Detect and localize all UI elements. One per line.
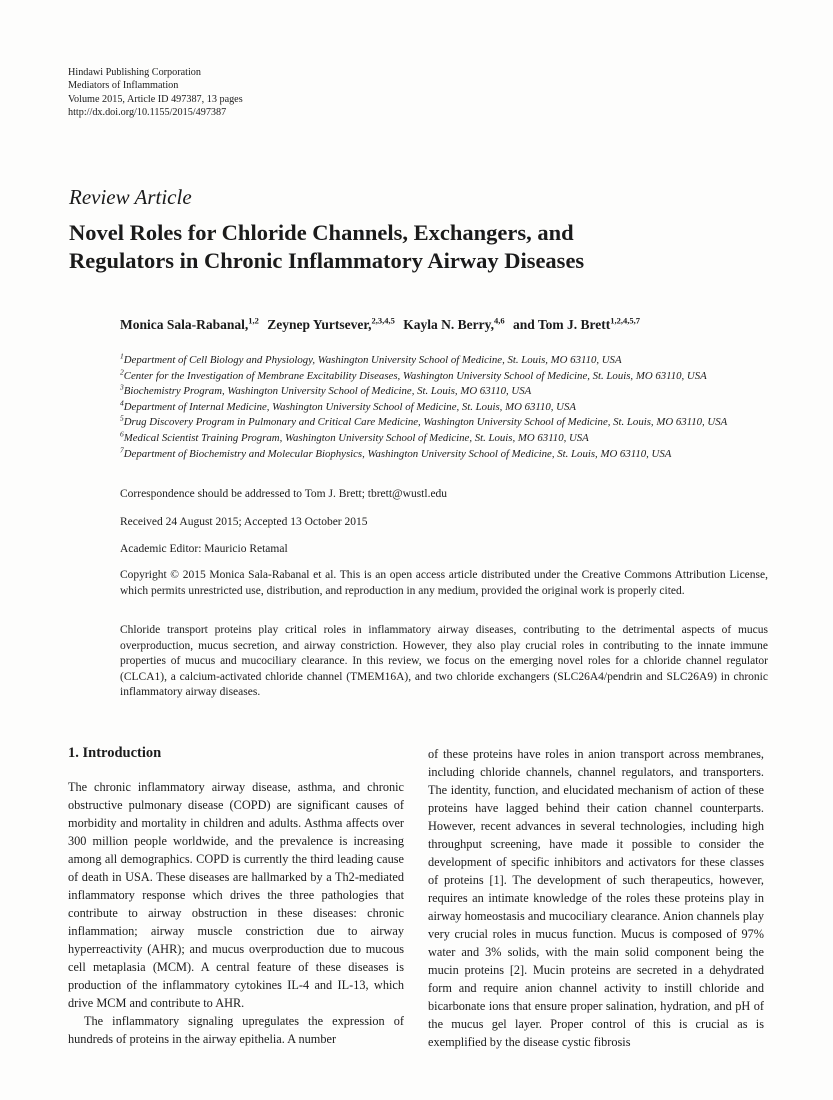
- affiliation-text: Department of Internal Medicine, Washington University School of Medicine, St. Louis, MO 63110, USA: [123, 400, 576, 413]
- correspondence-line: Correspondence should be addressed to Tom J. Brett; tbrett@wustl.edu: [120, 488, 448, 500]
- volume-info: Volume 2015, Article ID 497387, 13 pages: [68, 93, 243, 105]
- affiliation-number: 2: [120, 367, 124, 376]
- article-type-label: Review Article: [69, 185, 192, 209]
- author-name: Tom J. Brett: [537, 317, 611, 332]
- affiliation-text: Department of Biochemistry and Molecular Biophysics, Washington University School of Medicine, St. Louis, MO 63110, USA: [123, 447, 672, 460]
- author: [403, 317, 504, 332]
- section-heading-introduction: 1. Introduction: [68, 745, 162, 761]
- author-affiliation-refs: 4,6: [494, 315, 505, 326]
- author-affiliation-refs: 2,3,4,5: [371, 315, 395, 326]
- author: [513, 317, 640, 332]
- journal-name: Mediators of Inflammation: [68, 80, 179, 92]
- author-name: Kayla N. Berry,: [403, 317, 495, 332]
- affiliation: [120, 415, 770, 431]
- doi-link: http://dx.doi.org/10.1155/2015/497387: [68, 107, 227, 119]
- author-affiliation-refs: 1,2,4,5,7: [610, 315, 641, 326]
- author-affiliation-refs: 1,2: [248, 315, 259, 326]
- affiliation-text: Drug Discovery Program in Pulmonary and Critical Care Medicine, Washington University School of Medicine, St. Louis, MO 63110, USA: [123, 416, 728, 429]
- right-column: [428, 745, 764, 1051]
- author-list: [120, 317, 768, 333]
- author: [120, 317, 259, 332]
- affiliation-list: [120, 353, 770, 462]
- journal-header: [68, 66, 243, 120]
- affiliation: [120, 431, 770, 447]
- affiliation-number: 4: [120, 398, 124, 408]
- affiliation: [120, 444, 770, 463]
- abstract-text: Chloride transport proteins play critical roles in inflammatory airway diseases, contributing to the detrimental aspects of mucus overproduction, mucus secretion, and airway constriction. However, they also play crucial roles in contributing to the innate immune properties of mucus and mucociliary clearance. In this review, we focus on the emerging novel roles for a chloride channel regulator (CLCA1), a calcium-activated chloride channel (TMEM16A), and two chloride exchangers (SLC26A4/pendrin and SLC26A9) in chronic inflammatory airway diseases.: [120, 624, 768, 699]
- affiliation-number: 5: [120, 413, 124, 423]
- author-conjunction: and: [513, 317, 538, 332]
- affiliation-number: 3: [120, 382, 124, 392]
- affiliation: [120, 369, 770, 385]
- author-name: Monica Sala-Rabanal,: [120, 317, 249, 332]
- body-paragraph: The chronic inflammatory airway disease, asthma, and chronic obstructive pulmonary disease (COPD) are significant causes of morbidity and mortality in children and adults. Asthma affects over 300 million people worldwide, and the prevalence is increasing among all demographics. COPD is currently the third leading cause of death in USA. These diseases are hallmarked by a Th2-mediated inflammatory response which drives the three pathologies that contribute to airway obstruction in these diseases: chronic inflammation; airway muscle constriction due to airway hyperreactivity (AHR); and mucus overproduction due to mucous cell metaplasia (MCM). A central feature of these diseases is production of the inflammatory cytokines IL-4 and IL-13, which drive MCM and contribute to AHR.: [68, 780, 404, 1010]
- copyright-notice: Copyright © 2015 Monica Sala-Rabanal et al. This is an open access article distributed under the Creative Commons Attribution License, which permits unrestricted use, distribution, and reproduction in any medium, provided the original work is properly cited.: [120, 569, 768, 597]
- article-body: [68, 745, 765, 1051]
- affiliation: [120, 400, 770, 416]
- affiliation: [120, 353, 770, 369]
- body-paragraph: The inflammatory signaling upregulates the expression of hundreds of proteins in the airway epithelia. A number: [68, 1014, 404, 1046]
- article-title-line1: Novel Roles for Chloride Channels, Exchangers, and: [69, 220, 574, 245]
- received-accepted-line: Received 24 August 2015; Accepted 13 October 2015: [120, 516, 368, 528]
- author: [267, 317, 395, 332]
- affiliation-number: 6: [120, 429, 124, 439]
- affiliation-number: 1: [120, 351, 124, 361]
- author-name: Zeynep Yurtsever,: [267, 317, 372, 332]
- left-column: [68, 745, 404, 1051]
- affiliation-number: 7: [120, 444, 124, 454]
- publisher-name: Hindawi Publishing Corporation: [68, 67, 201, 78]
- affiliation-text: Medical Scientist Training Program, Washington University School of Medicine, St. Louis, MO 63110, USA: [123, 431, 589, 444]
- affiliation: [120, 384, 770, 400]
- article-title: [69, 219, 709, 275]
- body-paragraph: of these proteins have roles in anion transport across membranes, including chloride channels, channel regulators, and transporters. The identity, function, and elucidated mechanism of action of these proteins have lagged behind their cation channel counterparts. However, recent advances in several technologies, including high throughput screening, have made it possible to consider the development of specific inhibitors and activators for these classes of proteins [1]. The development of such therapeutics, however, requires an intimate knowledge of the roles these proteins play in airway homeostasis and mucociliary clearance. Anion channels play very crucial roles in mucus function. Mucus is composed of 97% water and 3% solids, with the main solid component being the mucin proteins [2]. Mucin proteins are secreted in a dehydrated form and require anion channel activity to instill chloride and bicarbonate ions that ensure proper salination, hydration, and pH of the mucus gel layer. Proper control of this is crucial as is exemplified by the disease cystic fibrosis: [428, 747, 764, 1049]
- affiliation-text: Center for the Investigation of Membrane Excitability Diseases, Washington University School of Medicine, St. Louis, MO 63110, USA: [123, 369, 707, 382]
- affiliation-text: Department of Cell Biology and Physiology, Washington University School of Medicine, St. Louis, MO 63110, USA: [123, 354, 622, 366]
- academic-editor-line: Academic Editor: Mauricio Retamal: [120, 543, 288, 555]
- article-title-line2: Regulators in Chronic Inflammatory Airway Diseases: [69, 248, 585, 273]
- affiliation-text: Biochemistry Program, Washington University School of Medicine, St. Louis, MO 63110, USA: [123, 385, 532, 398]
